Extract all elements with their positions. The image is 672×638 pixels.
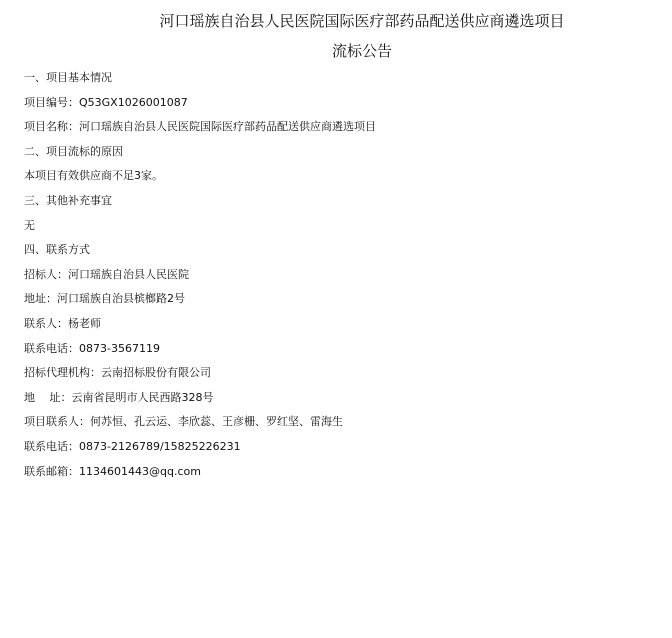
agency-phone: 联系电话：0873-2126789/15825226231 — [24, 439, 241, 453]
section-heading-failure-reason: 二、项目流标的原因 — [24, 144, 123, 158]
tenderer: 招标人：河口瑶族自治县人民医院 — [24, 267, 189, 281]
agency-contact-persons: 项目联系人：何苏恒、孔云运、李欣蕊、王彦栅、罗红坚、雷海生 — [24, 415, 343, 429]
failure-reason-text: 本项目有效供应商不足3家。 — [24, 169, 163, 183]
tenderer-contact-person: 联系人：杨老师 — [24, 316, 101, 330]
agency-address: 地 址：云南省昆明市人民西路328号 — [24, 390, 214, 404]
section-heading-basic-info: 一、项目基本情况 — [24, 71, 112, 84]
document-body — [24, 70, 664, 488]
project-name: 项目名称：河口瑶族自治县人民医院国际医疗部药品配送供应商遴选项目 — [24, 120, 376, 134]
document-subtitle: 流标公告 — [331, 42, 392, 60]
document-title: 河口瑶族自治县人民医院国际医疗部药品配送供应商遴选项目 — [159, 12, 565, 30]
tenderer-phone: 联系电话：0873-3567119 — [24, 341, 160, 355]
project-number: 项目编号：Q53GX1026001087 — [24, 95, 188, 109]
section-heading-other-matters: 三、其他补充事宜 — [24, 193, 112, 207]
tenderer-address: 地址：河口瑶族自治县槟榔路2号 — [24, 292, 185, 306]
section-heading-contact: 四、联系方式 — [24, 243, 90, 257]
agency-name: 招标代理机构：云南招标股份有限公司 — [24, 366, 211, 380]
other-matters-text: 无 — [24, 218, 35, 232]
agency-email: 联系邮箱：1134601443@qq.com — [24, 464, 201, 478]
